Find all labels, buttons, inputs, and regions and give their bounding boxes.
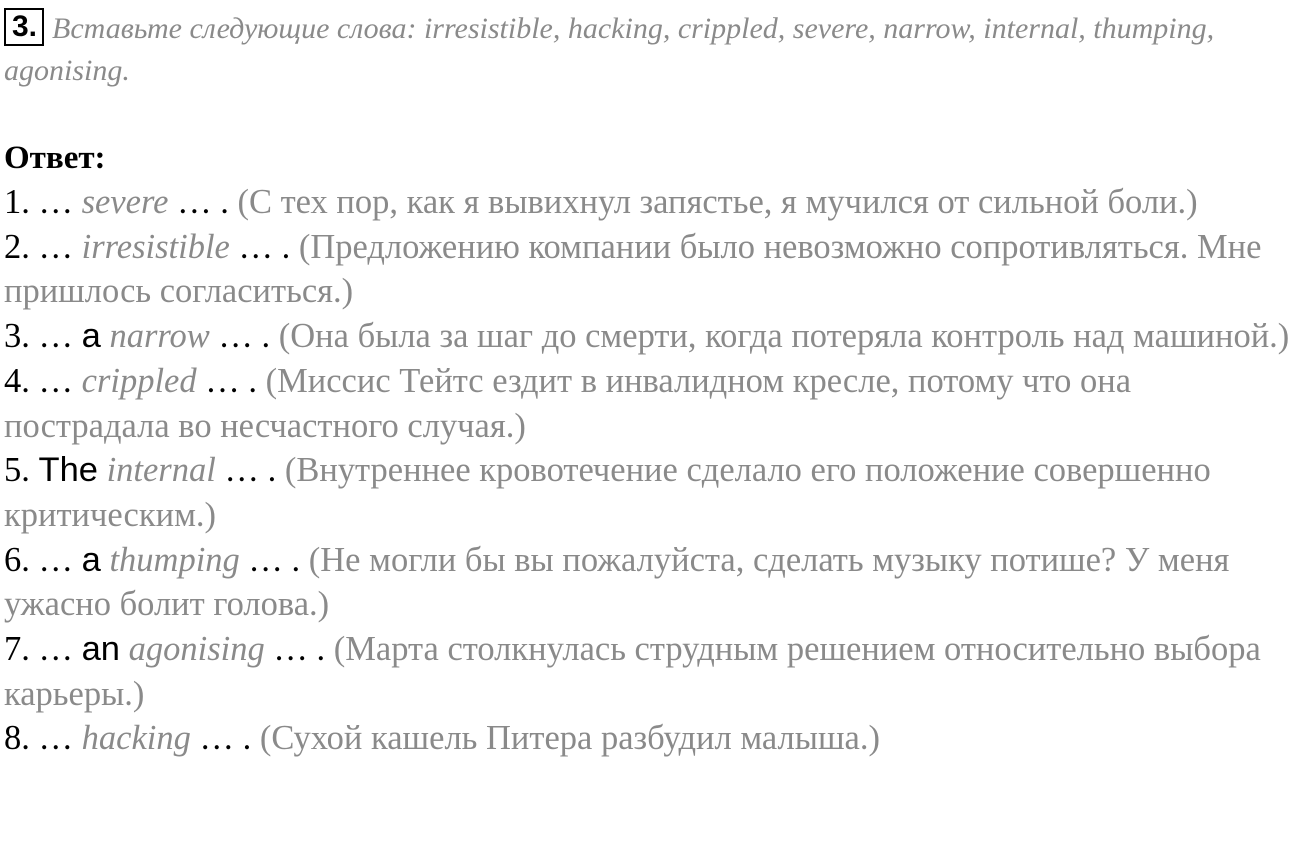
task-header xyxy=(4,8,1292,92)
answer-word: severe xyxy=(81,183,169,221)
answer-word: crippled xyxy=(81,361,197,400)
answer-dots: … . xyxy=(273,630,326,669)
answer-dots: … . xyxy=(224,451,277,490)
answer-article: The xyxy=(38,451,98,490)
answer-dots: … . xyxy=(177,183,229,221)
answer-number: 8. … xyxy=(4,719,73,758)
answer-label: Ответ: xyxy=(4,140,106,176)
exercise-page xyxy=(4,8,1292,761)
answer-item-7 xyxy=(4,627,1292,716)
answer-number: 2. … xyxy=(4,227,73,266)
answer-translation: (Внутреннее кровотечение сделало его положение совершенно критическим.) xyxy=(4,451,1211,534)
answer-translation: (Сухой кашель Питера разбудил малыша.) xyxy=(259,719,880,758)
answer-translation: (Марта столкнулась струдным решением относительно выбора карьеры.) xyxy=(4,630,1261,713)
answer-item-6 xyxy=(4,538,1292,627)
answer-item-4 xyxy=(4,359,1292,448)
answer-number: 1. … xyxy=(4,183,73,221)
answer-item-2 xyxy=(4,225,1292,314)
answer-word: narrow xyxy=(109,317,210,356)
answer-article: a xyxy=(81,317,101,356)
answer-dots: … . xyxy=(199,719,252,758)
answer-number: 4. … xyxy=(4,361,73,400)
answer-translation: (Не могли бы вы пожалуйста, сделать музыку потише? У меня ужасно болит голова.) xyxy=(4,540,1230,624)
answer-word: agonising xyxy=(128,630,265,669)
answer-article: an xyxy=(81,630,120,669)
answer-translation: (С тех пор, как я вывихнул запястье, я мучился от сильной боли.) xyxy=(237,183,1198,221)
answer-item-5 xyxy=(4,448,1292,537)
answer-word: hacking xyxy=(81,719,191,758)
answer-dots: … . xyxy=(218,317,271,356)
answer-dots: … . xyxy=(238,227,291,266)
answer-dots: … . xyxy=(205,361,257,400)
answer-item-1 xyxy=(4,180,1292,225)
answer-number: 5. xyxy=(4,451,30,490)
answer-article: a xyxy=(81,540,101,579)
answer-item-8 xyxy=(4,716,1292,761)
answer-translation: (Она была за шаг до смерти, когда потеряла контроль над машиной.) xyxy=(278,317,1290,356)
task-instruction: Вставьте следующие слова: irresistible, hacking, crippled, severe, narrow, internal, thumping, agonising. xyxy=(4,12,1215,87)
answer-item-3 xyxy=(4,314,1292,359)
answer-number: 6. … xyxy=(4,540,73,579)
answer-translation: (Предложению компании было невозможно сопротивляться. Мне пришлось согласиться.) xyxy=(4,227,1262,311)
answer-number: 7. … xyxy=(4,630,73,669)
answer-list xyxy=(4,180,1292,761)
answer-number: 3. … xyxy=(4,317,73,356)
answer-word: internal xyxy=(106,451,216,490)
answer-word: thumping xyxy=(109,540,240,579)
answer-dots: … . xyxy=(248,540,301,579)
answer-translation: (Миссис Тейтс ездит в инвалидном кресле, потому что она пострадала во несчастного случая.) xyxy=(4,361,1132,445)
answer-word: irresistible xyxy=(81,227,230,266)
task-number-box: 3. xyxy=(4,8,44,46)
